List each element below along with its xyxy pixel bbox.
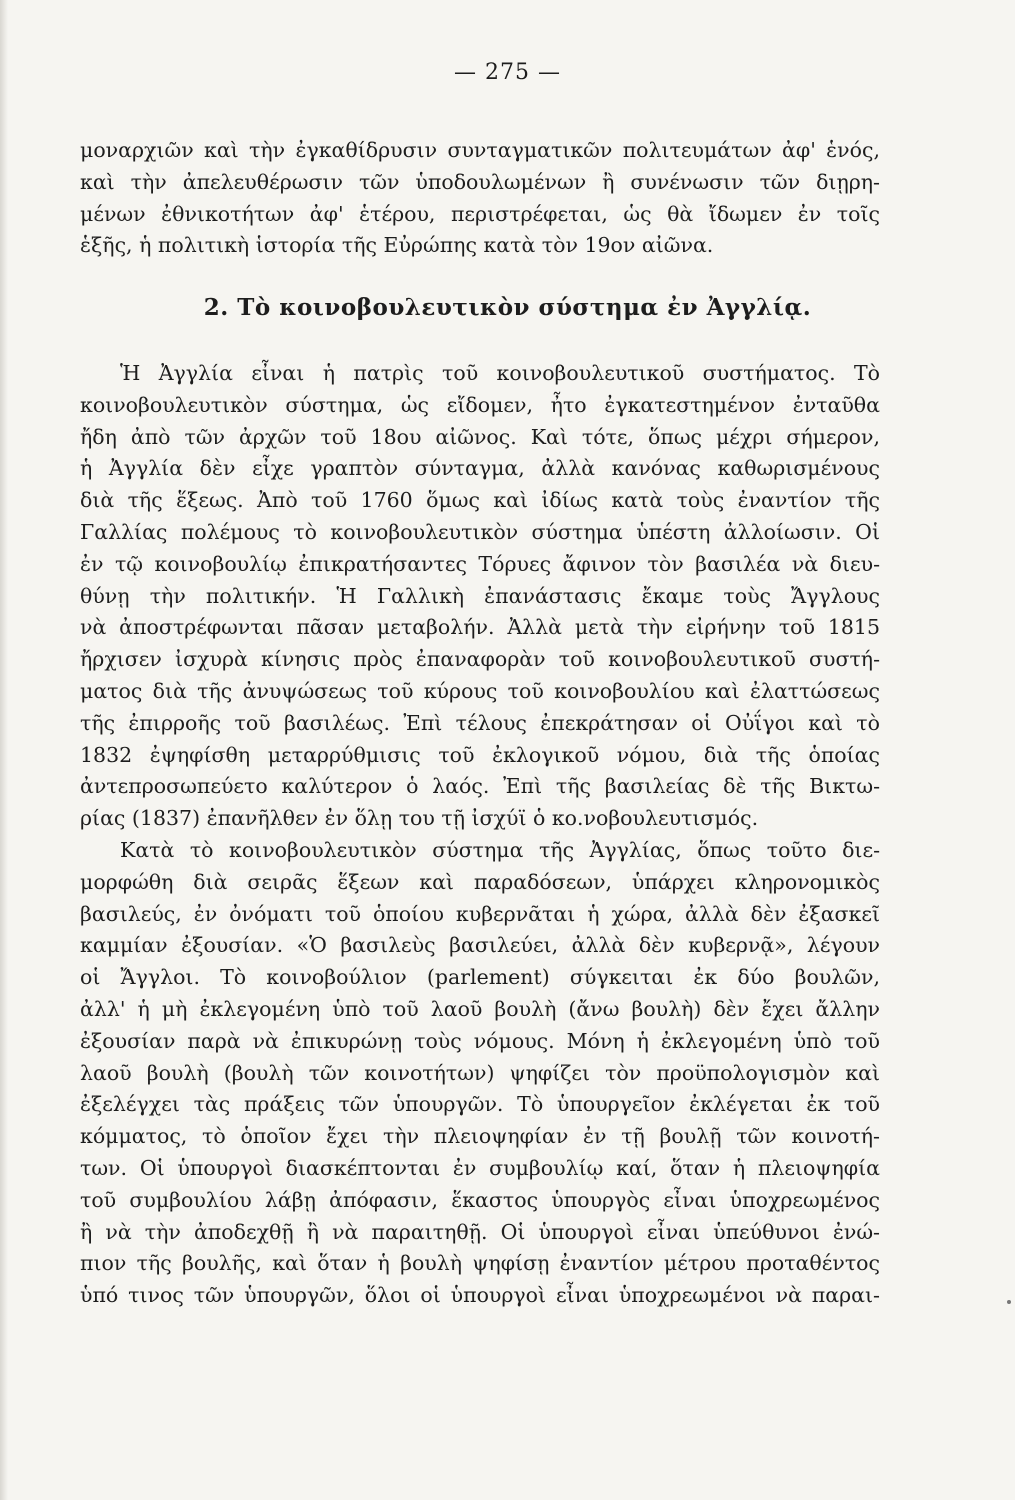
text-line: ὑπό τινος τῶν ὑπουργῶν, ὅλοι οἱ ὑπουργοὶ εἶναι ὑποχρεωμένοι νὰ παραι- <box>80 1283 880 1308</box>
body-text <box>80 358 880 1312</box>
text-line: τοῦ συμβουλίου λάβῃ ἀπόφασιν, ἕκαστος ὑπουργὸς εἶναι ὑποχρεωμένος <box>80 1187 880 1212</box>
text-line: κοινοβουλευτικὸν σύστημα, ὡς εἴδομεν, ἦτο ἐγκατεστημένον ἐνταῦθα <box>80 392 880 417</box>
text-line: θύνῃ τὴν πολιτικήν. Ἡ Γαλλικὴ ἐπανάστασις ἔκαμε τοὺς Ἄγγλους <box>80 583 880 608</box>
page-edge-shadow <box>0 0 8 1500</box>
text-line: καμμίαν ἐξουσίαν. «Ὁ βασιλεὺς βασιλεύει, ἀλλὰ δὲν κυβερνᾷ», λέγουν <box>80 933 880 958</box>
text-line: κόμματος, τὸ ὁποῖον ἔχει τὴν πλειοψηφίαν ἐν τῇ βουλῇ τῶν κοινοτή- <box>80 1124 880 1149</box>
text-line: πιον τῆς βουλῆς, καὶ ὅταν ἡ βουλὴ ψηφίσῃ ἐναντίον μέτρου προταθέντος <box>80 1251 880 1276</box>
text-line: ἤδη ἀπὸ τῶν ἀρχῶν τοῦ 18ου αἰῶνος. Καὶ τότε, ὅπως μέχρι σήμερον, <box>80 424 880 449</box>
text-line: καὶ τὴν ἀπελευθέρωσιν τῶν ὑποδουλωμένων ἢ συνένωσιν τῶν διῃρη- <box>80 169 880 194</box>
page-number: — 275 — <box>454 60 561 85</box>
section-heading: 2. Τὸ κοινοβουλευτικὸν σύστημα ἐν Ἀγγλίᾳ. <box>203 294 812 321</box>
text-line: ἢ νὰ τὴν ἀποδεχθῇ ἢ νὰ παραιτηθῇ. Οἱ ὑπουργοὶ εἶναι ὑπεύθυνοι ἐνώ- <box>80 1219 880 1244</box>
text-line: ἐξελέγχει τὰς πράξεις τῶν ὑπουργῶν. Τὸ ὑπουργεῖον ἐκλέγεται ἐκ τοῦ <box>80 1092 880 1117</box>
text-line: 1832 ἐψηφίσθη μεταρρύθμισις τοῦ ἐκλογικοῦ νόμου, διὰ τῆς ὁποίας <box>80 742 880 767</box>
paragraph-1 <box>80 135 880 262</box>
text-line: ἐξουσίαν παρὰ νὰ ἐπικυρώνῃ τοὺς νόμους. Μόνη ἡ ἐκλεγομένη ὑπὸ τοῦ <box>80 1028 880 1053</box>
text-line: ματος διὰ τῆς ἀνυψώσεως τοῦ κύρους τοῦ κοινοβουλίου καὶ ἐλαττώσεως <box>80 678 880 703</box>
text-line: Κατὰ τὸ κοινοβουλευτικὸν σύστημα τῆς Ἀγγλίας, ὅπως τοῦτο διε- <box>120 837 880 862</box>
paragraph-3 <box>80 835 880 1312</box>
text-line: ἀντεπροσωπεύετο καλύτερον ὁ λαός. Ἐπὶ τῆς βασιλείας δὲ τῆς Βικτω- <box>80 774 880 799</box>
paragraph-2 <box>80 358 880 835</box>
text-line: των. Οἱ ὑπουργοὶ διασκέπτονται ἐν συμβουλίῳ καί, ὅταν ἡ πλειοψηφία <box>80 1155 880 1180</box>
paper-speck <box>1007 1300 1011 1304</box>
text-line: ἡ Ἀγγλία δὲν εἶχε γραπτὸν σύνταγμα, ἀλλὰ κανόνας καθωρισμένους <box>80 456 880 481</box>
text-line: τῆς ἐπιρροῆς τοῦ βασιλέως. Ἐπὶ τέλους ἐπεκράτησαν οἱ Οὐΐγοι καὶ τὸ <box>80 710 880 735</box>
text-line: βασιλεύς, ἐν ὀνόματι τοῦ ὁποίου κυβερνᾶται ἡ χώρα, ἀλλὰ δὲν ἐξασκεῖ <box>80 901 880 926</box>
text-line: διὰ τῆς ἕξεως. Ἀπὸ τοῦ 1760 ὅμως καὶ ἰδίως κατὰ τοὺς ἐναντίον τῆς <box>80 488 880 513</box>
text-line: ἀλλ' ἡ μὴ ἐκλεγομένη ὑπὸ τοῦ λαοῦ βουλὴ (ἄνω βουλὴ) δὲν ἔχει ἄλλην <box>80 996 880 1021</box>
text-line: Ἡ Ἀγγλία εἶναι ἡ πατρὶς τοῦ κοινοβουλευτικοῦ συστήματος. Τὸ <box>120 361 880 385</box>
text-line: μένων ἐθνικοτήτων ἀφ' ἑτέρου, περιστρέφεται, ὡς θὰ ἴδωμεν ἐν τοῖς <box>80 201 880 226</box>
text-line: λαοῦ βουλὴ (βουλὴ τῶν κοινοτήτων) ψηφίζει τὸν προϋπολογισμὸν καὶ <box>80 1060 880 1085</box>
text-line: νὰ ἀποστρέφωνται πᾶσαν μεταβολήν. Ἀλλὰ μετὰ τὴν εἰρήνην τοῦ 1815 <box>80 615 880 640</box>
text-line: οἱ Ἄγγλοι. Τὸ κοινοβούλιον (parlement) σύγκειται ἐκ δύο βουλῶν, <box>80 965 880 990</box>
text-line: Γαλλίας πολέμους τὸ κοινοβουλευτικὸν σύστημα ὑπέστη ἀλλοίωσιν. Οἱ <box>80 519 880 544</box>
text-line: μορφώθη διὰ σειρᾶς ἕξεων καὶ παραδόσεων, ὑπάρχει κληρονομικὸς <box>80 869 880 894</box>
text-line: μοναρχιῶν καὶ τὴν ἐγκαθίδρυσιν συνταγματικῶν πολιτευμάτων ἀφ' ἑνός, <box>80 138 880 162</box>
text-line: ρίας (1837) ἐπανῆλθεν ἐν ὅλῃ του τῇ ἰσχύϊ ὁ κο.νοβουλευτισμός. <box>80 806 759 831</box>
text-line: ἐν τῷ κοινοβουλίῳ ἐπικρατήσαντες Τόρυες ἄφινον τὸν βασιλέα νὰ διευ- <box>80 551 880 576</box>
text-line: ἑξῆς, ἡ πολιτικὴ ἱστορία τῆς Εὐρώπης κατὰ τὸν 19ον αἰῶνα. <box>80 233 714 258</box>
text-line: ἤρχισεν ἰσχυρὰ κίνησις πρὸς ἐπαναφορὰν τοῦ κοινοβουλευτικοῦ συστή- <box>80 647 880 672</box>
